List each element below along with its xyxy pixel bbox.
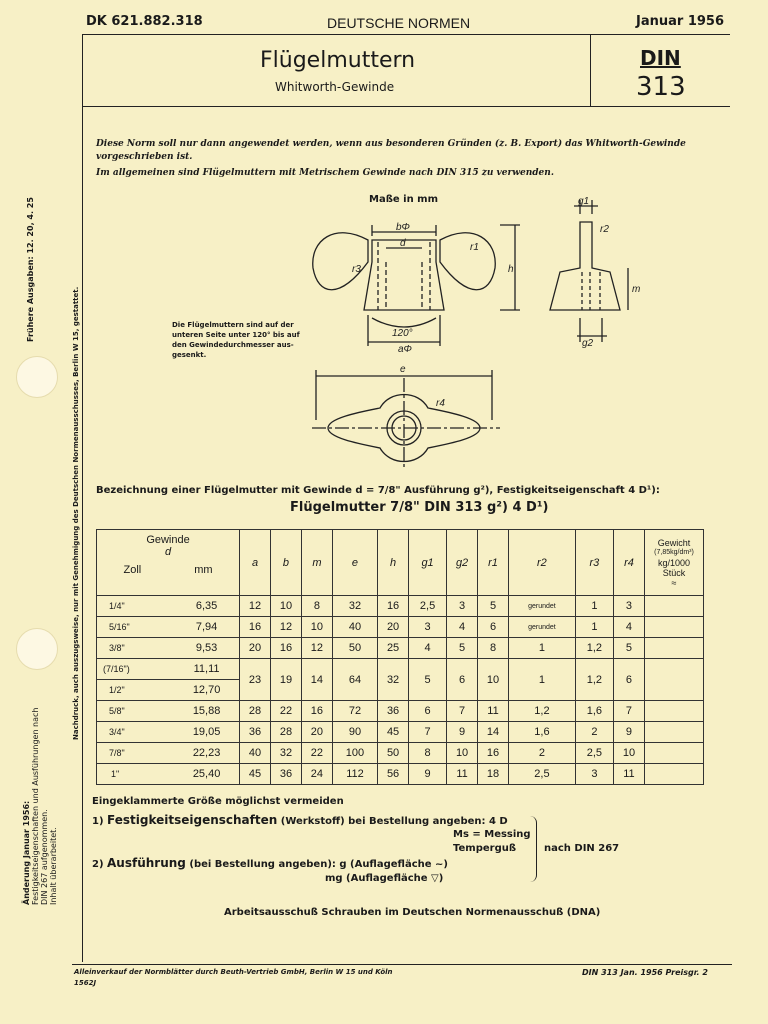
col-g2: g2 <box>447 530 478 596</box>
intro-line-3: Im allgemeinen sind Flügelmuttern mit Metrischem Gewinde nach DIN 315 zu verwenden. <box>96 168 554 178</box>
cell-a: 16 <box>240 617 271 638</box>
page-title: Flügelmuttern <box>260 48 416 73</box>
cell-r4: 3 <box>613 596 644 617</box>
cell-r3: 1,2 <box>575 659 613 701</box>
technical-drawing <box>0 0 768 470</box>
cell-g2: 9 <box>447 722 478 743</box>
cell-g1: 8 <box>409 743 447 764</box>
cell-mm: 15,88 <box>174 701 239 722</box>
table-row <box>97 638 704 659</box>
margin-change-l1: Änderung Januar 1956: <box>22 800 31 905</box>
cell-e: 100 <box>332 743 377 764</box>
label-r3: r3 <box>352 264 361 275</box>
col-r1: r1 <box>478 530 509 596</box>
cell-h: 45 <box>378 722 409 743</box>
cell-m: 16 <box>301 701 332 722</box>
label-h: h <box>508 264 514 275</box>
footnote-2 <box>92 856 448 870</box>
cell-b: 36 <box>271 764 302 785</box>
weight-l4: Stück <box>662 567 686 578</box>
cell-h: 50 <box>378 743 409 764</box>
cell-weight <box>645 722 704 743</box>
cell-r2: 1,6 <box>508 722 575 743</box>
cell-g1: 7 <box>409 722 447 743</box>
dimensions-table <box>96 529 704 785</box>
cell-r1: 14 <box>478 722 509 743</box>
col-gewinde-label: Gewinde <box>146 534 190 546</box>
footer-sales: Alleinverkauf der Normblätter durch Beuth-Vertrieb GmbH, Berlin W 15 und Köln <box>74 968 393 976</box>
footnote-2-title: Ausführung <box>107 856 186 870</box>
cell-b: 10 <box>271 596 302 617</box>
committee: Arbeitsausschuß Schrauben im Deutschen Normenausschuß (DNA) <box>224 907 601 918</box>
cell-e: 40 <box>332 617 377 638</box>
cell-mm: 7,94 <box>174 617 239 638</box>
cell-a: 23 <box>240 659 271 701</box>
cell-h: 56 <box>378 764 409 785</box>
cell-r3: 3 <box>575 764 613 785</box>
label-r2: r2 <box>600 224 609 235</box>
cell-g1: 5 <box>409 659 447 701</box>
cell-r2: gerundet <box>508 596 575 617</box>
cell-r3: 1,2 <box>575 638 613 659</box>
cell-r1: 18 <box>478 764 509 785</box>
material-temper: Temperguß <box>453 843 517 854</box>
cell-r3: 2,5 <box>575 743 613 764</box>
table-row <box>97 743 704 764</box>
cell-r1: 8 <box>478 638 509 659</box>
footnote-1-mark: 1) <box>92 816 104 827</box>
cell-h: 20 <box>378 617 409 638</box>
margin-change-l4: Inhalt überarbeitet. <box>49 827 58 905</box>
cell-m: 10 <box>301 617 332 638</box>
cell-m: 24 <box>301 764 332 785</box>
cell-e: 64 <box>332 659 377 701</box>
cell-zoll: (7/16") <box>97 659 175 680</box>
issue-date: Januar 1956 <box>636 14 725 29</box>
label-m: m <box>632 284 641 295</box>
footnote-1-title: Festigkeitseigenschaften <box>107 813 278 827</box>
din-label: DIN <box>640 46 681 70</box>
col-e: e <box>332 530 377 596</box>
table-row <box>97 659 704 680</box>
col-r2: r2 <box>508 530 575 596</box>
cell-b: 22 <box>271 701 302 722</box>
footnote-1 <box>92 813 508 827</box>
cell-g2: 3 <box>447 596 478 617</box>
cell-weight <box>645 701 704 722</box>
cell-a: 36 <box>240 722 271 743</box>
cell-zoll: 1" <box>97 764 175 785</box>
col-zoll-label: Zoll <box>123 564 142 576</box>
note-avoid: Eingeklammerte Größe möglichst vermeiden <box>92 796 344 807</box>
cell-mm: 9,53 <box>174 638 239 659</box>
margin-earlier-editions: Frühere Ausgaben: 12. 20, 4. 25 <box>26 197 35 342</box>
cell-weight <box>645 638 704 659</box>
cell-mm: 12,70 <box>174 680 239 701</box>
cell-zoll: 3/8" <box>97 638 175 659</box>
drawing-note-2: unteren Seite unter 120° bis auf <box>172 331 300 339</box>
cell-r3: 1 <box>575 596 613 617</box>
table-row <box>97 722 704 743</box>
punch-hole-bottom <box>16 628 58 670</box>
cell-zoll: 3/4" <box>97 722 175 743</box>
cell-weight <box>645 659 704 701</box>
label-angle: 120° <box>392 328 413 339</box>
cell-m: 22 <box>301 743 332 764</box>
din-number: 313 <box>636 72 686 102</box>
cell-r4: 10 <box>613 743 644 764</box>
cell-zoll: 7/8" <box>97 743 175 764</box>
cell-r4: 6 <box>613 659 644 701</box>
cell-b: 16 <box>271 638 302 659</box>
cell-g2: 10 <box>447 743 478 764</box>
cell-weight <box>645 764 704 785</box>
material-brass: Ms = Messing <box>453 829 531 840</box>
cell-weight <box>645 617 704 638</box>
designation-line-2: Flügelmutter 7/8" DIN 313 g²) 4 D¹) <box>290 500 549 515</box>
cell-zoll: 5/16" <box>97 617 175 638</box>
col-weight <box>645 530 704 596</box>
footer-rule <box>72 964 732 965</box>
label-d: d <box>400 238 406 249</box>
cell-a: 40 <box>240 743 271 764</box>
drawing-note-3: den Gewindedurchmesser aus- <box>172 341 294 349</box>
cell-r2: 1,2 <box>508 701 575 722</box>
footnote-2-mark: 2) <box>92 859 104 870</box>
cell-g1: 3 <box>409 617 447 638</box>
footnote-2-rest: (bei Bestellung angeben): g (Auflagefläche ~) <box>189 859 448 870</box>
cell-r4: 11 <box>613 764 644 785</box>
cell-mm: 11,11 <box>174 659 239 680</box>
weight-l1: Gewicht <box>657 537 691 548</box>
intro-line-1: Diese Norm soll nur dann angewendet werden, wenn aus besonderen Gründen (z. B. Export) das Whitworth-Gewinde <box>96 139 686 149</box>
cell-e: 90 <box>332 722 377 743</box>
cell-r1: 16 <box>478 743 509 764</box>
cell-h: 25 <box>378 638 409 659</box>
cell-r4: 4 <box>613 617 644 638</box>
cell-weight <box>645 596 704 617</box>
side-body <box>550 222 620 310</box>
cell-r3: 2 <box>575 722 613 743</box>
cell-a: 28 <box>240 701 271 722</box>
cell-m: 8 <box>301 596 332 617</box>
cell-h: 32 <box>378 659 409 701</box>
col-a: a <box>240 530 271 596</box>
designation-line-1: Bezeichnung einer Flügelmutter mit Gewinde d = 7/8" Ausführung g²), Festigkeitseigenschaft 4 D¹): <box>96 485 660 496</box>
cell-r3: 1 <box>575 617 613 638</box>
dim-angle <box>372 318 436 327</box>
cell-g1: 9 <box>409 764 447 785</box>
label-a: aΦ <box>398 344 412 355</box>
footnote-1-rest: (Werkstoff) bei Bestellung angeben: 4 D <box>280 816 508 827</box>
cell-r1: 10 <box>478 659 509 701</box>
label-r1: r1 <box>470 242 479 253</box>
cell-r2: 2 <box>508 743 575 764</box>
label-r4: r4 <box>436 398 445 409</box>
cell-b: 28 <box>271 722 302 743</box>
cell-e: 50 <box>332 638 377 659</box>
cell-a: 45 <box>240 764 271 785</box>
col-gewinde <box>97 530 240 596</box>
cell-g1: 2,5 <box>409 596 447 617</box>
drawing-note-4: gesenkt. <box>172 351 207 359</box>
cell-zoll: 1/2" <box>97 680 175 701</box>
intro-line-2: vorgeschrieben ist. <box>96 152 193 162</box>
col-b: b <box>271 530 302 596</box>
cell-r2: 2,5 <box>508 764 575 785</box>
col-h: h <box>378 530 409 596</box>
cell-m: 12 <box>301 638 332 659</box>
material-standard: nach DIN 267 <box>544 843 620 854</box>
label-b: bΦ <box>396 222 410 233</box>
cell-g2: 6 <box>447 659 478 701</box>
footnote-2-mg: mg (Auflagefläche ▽) <box>325 873 444 884</box>
cell-e: 112 <box>332 764 377 785</box>
cell-mm: 19,05 <box>174 722 239 743</box>
cell-mm: 6,35 <box>174 596 239 617</box>
label-e: e <box>400 364 406 375</box>
col-m: m <box>301 530 332 596</box>
cell-r2: 1 <box>508 659 575 701</box>
col-r3: r3 <box>575 530 613 596</box>
dk-number: DK 621.882.318 <box>86 14 203 29</box>
col-g1: g1 <box>409 530 447 596</box>
cell-g1: 6 <box>409 701 447 722</box>
col-d-label: d <box>164 546 172 558</box>
cell-e: 32 <box>332 596 377 617</box>
table-row <box>97 764 704 785</box>
margin-reprint-notice: Nachdruck, auch auszugsweise, nur mit Genehmigung des Deutschen Normenausschusses, Berlin W 15, gestattet. <box>72 286 80 740</box>
front-wing-right <box>440 233 495 290</box>
table-row <box>97 617 704 638</box>
cell-weight <box>645 743 704 764</box>
cell-r2: gerundet <box>508 617 575 638</box>
margin-change-l3: DIN 267 aufgenommen. <box>40 809 49 905</box>
cell-zoll: 5/8" <box>97 701 175 722</box>
drawing-note-1: Die Flügelmuttern sind auf der <box>172 321 294 329</box>
front-wing-left <box>313 233 368 290</box>
cell-m: 20 <box>301 722 332 743</box>
cell-mm: 22,23 <box>174 743 239 764</box>
cell-g2: 4 <box>447 617 478 638</box>
cell-r4: 5 <box>613 638 644 659</box>
org-name: DEUTSCHE NORMEN <box>327 15 471 31</box>
table-row <box>97 596 704 617</box>
weight-l3: kg/1000 <box>657 557 691 568</box>
margin-change-l2: Festigkeitseigenschaften und Ausführungen nach <box>31 707 40 905</box>
label-g1: g1 <box>578 196 590 207</box>
footer-din-ref: DIN 313 Jan. 1956 Preisgr. 2 <box>582 968 708 977</box>
col-mm-label: mm <box>194 564 213 576</box>
cell-g2: 11 <box>447 764 478 785</box>
col-r4: r4 <box>613 530 644 596</box>
cell-b: 32 <box>271 743 302 764</box>
weight-l5: ≈ <box>671 577 677 588</box>
cell-g1: 4 <box>409 638 447 659</box>
cell-a: 12 <box>240 596 271 617</box>
cell-m: 14 <box>301 659 332 701</box>
cell-r2: 1 <box>508 638 575 659</box>
cell-g2: 5 <box>447 638 478 659</box>
cell-h: 36 <box>378 701 409 722</box>
front-body <box>364 240 444 310</box>
cell-e: 72 <box>332 701 377 722</box>
cell-r4: 9 <box>613 722 644 743</box>
cell-b: 12 <box>271 617 302 638</box>
cell-r1: 5 <box>478 596 509 617</box>
drawing-caption: Maße in mm <box>369 194 439 205</box>
cell-mm: 25,40 <box>174 764 239 785</box>
cell-h: 16 <box>378 596 409 617</box>
weight-l2: (7,85kg/dm³) <box>654 548 694 556</box>
page-subtitle: Whitworth-Gewinde <box>275 80 395 94</box>
label-g2: g2 <box>582 338 594 349</box>
cell-r4: 7 <box>613 701 644 722</box>
cell-r3: 1,6 <box>575 701 613 722</box>
material-brace <box>530 816 537 882</box>
table-row <box>97 701 704 722</box>
cell-a: 20 <box>240 638 271 659</box>
cell-r1: 6 <box>478 617 509 638</box>
cell-r1: 11 <box>478 701 509 722</box>
footer-code: 1562J <box>74 979 97 987</box>
cell-b: 19 <box>271 659 302 701</box>
cell-g2: 7 <box>447 701 478 722</box>
cell-zoll: 1/4" <box>97 596 175 617</box>
